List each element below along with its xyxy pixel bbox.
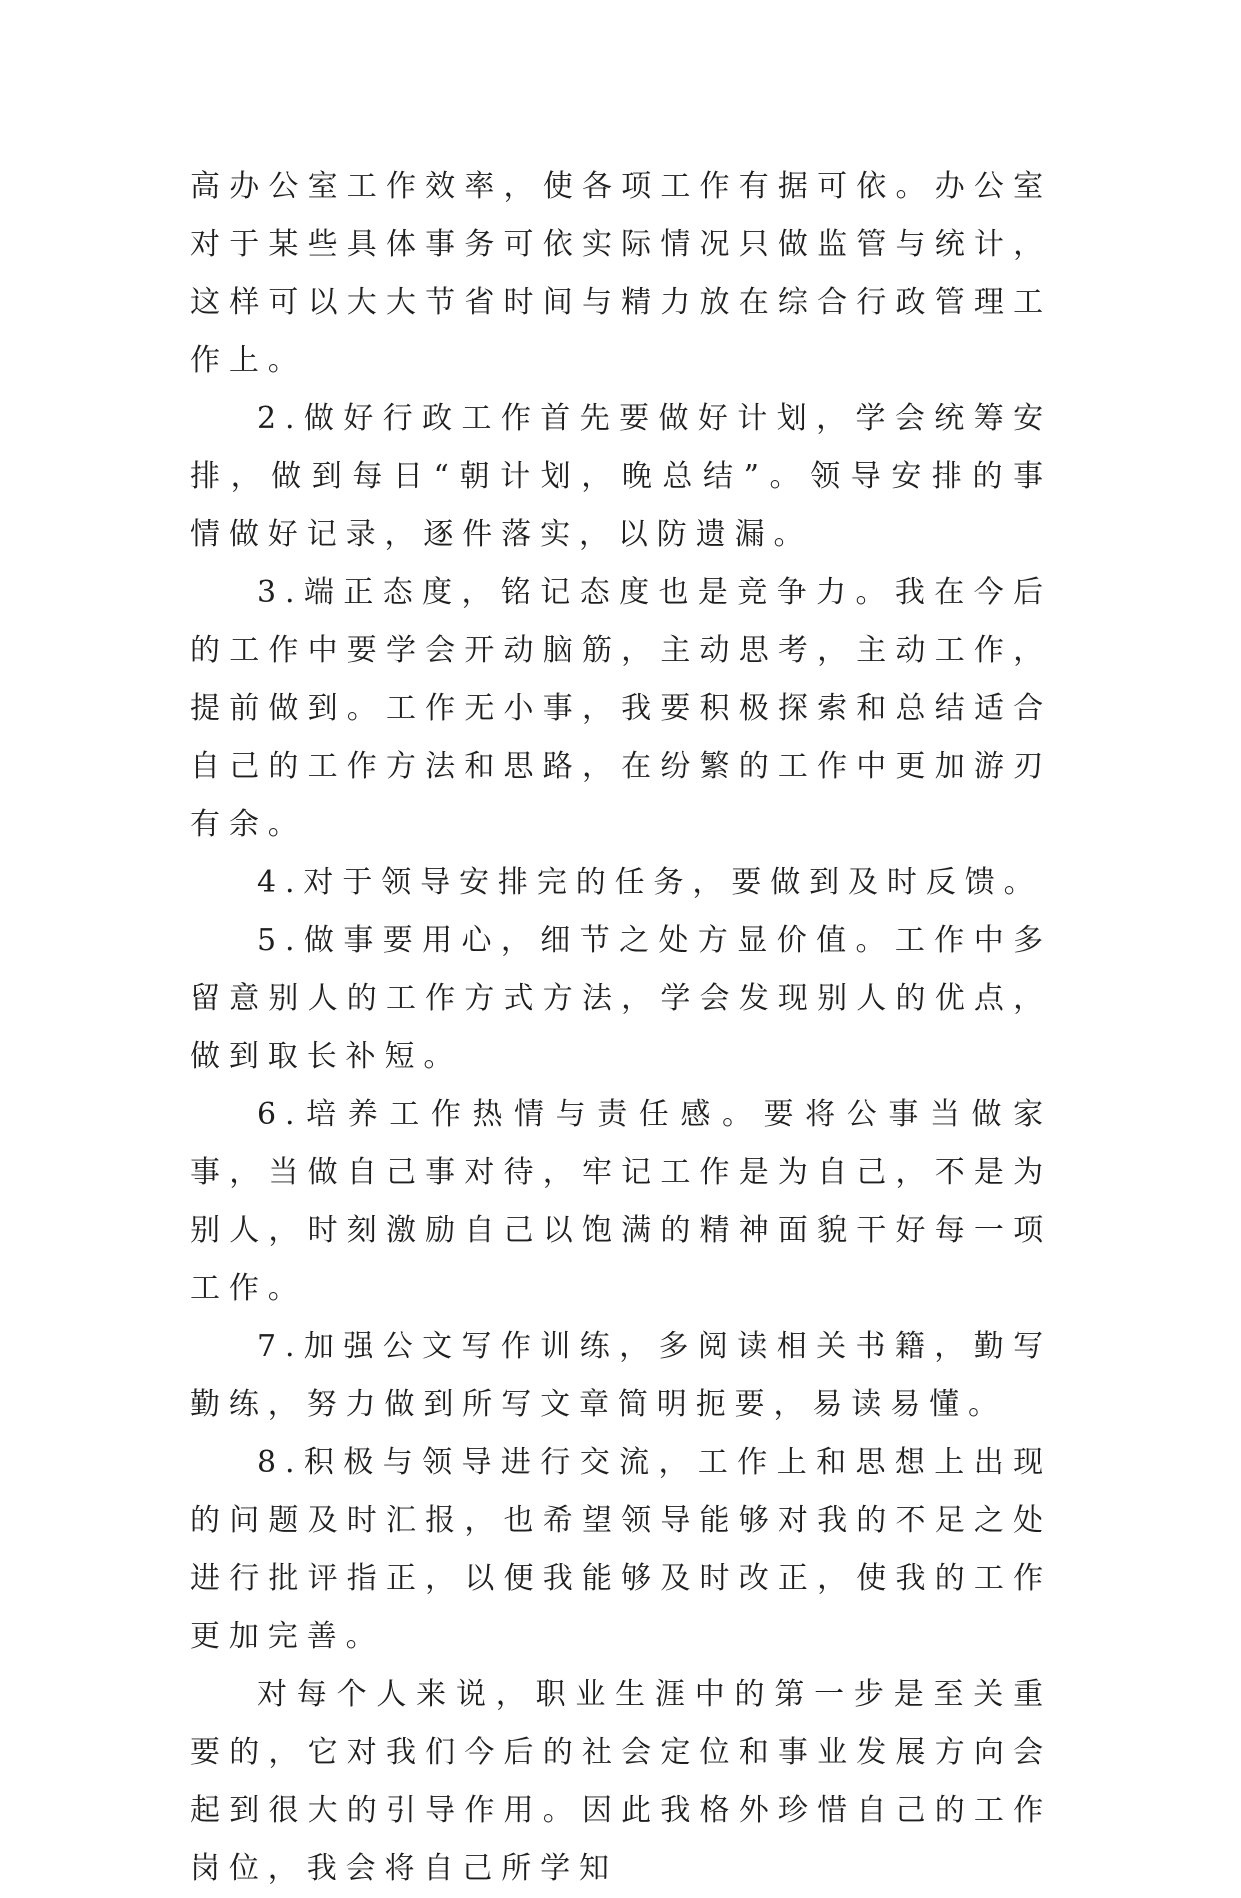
paragraph-item-8: 8.积极与领导进行交流，工作上和思想上出现的问题及时汇报，也希望领导能够对我的不足之处进行批评指正，以便我能够及时改正，使我的工作更加完善。 <box>190 1445 1052 1654</box>
paragraph-item-6: 6.培养工作热情与责任感。要将公事当做家事，当做自己事对待，牢记工作是为自己，不是为别人，时刻激励自己以饱满的精神面貌干好每一项工作。 <box>190 1097 1052 1306</box>
paragraph-item-7: 7.加强公文写作训练，多阅读相关书籍，勤写勤练，努力做到所写文章简明扼要，易读易懂。 <box>190 1329 1052 1422</box>
paragraph-continuation: 高办公室工作效率，使各项工作有据可依。办公室对于某些具体事务可依实际情况只做监管与统计，这样可以大大节省时间与精力放在综合行政管理工作上。 <box>190 169 1052 378</box>
paragraph-item-3: 3.端正态度，铭记态度也是竞争力。我在今后的工作中要学会开动脑筋，主动思考，主动工作，提前做到。工作无小事，我要积极探索和总结适合自己的工作方法和思路，在纷繁的工作中更加游刃有余。 <box>190 575 1052 842</box>
paragraph-closing: 对每个人来说，职业生涯中的第一步是至关重要的，它对我们今后的社会定位和事业发展方向会起到很大的引导作用。因此我格外珍惜自己的工作岗位，我会将自己所学知 <box>190 1677 1052 1886</box>
paragraph-item-2: 2.做好行政工作首先要做好计划，学会统筹安排，做到每日“朝计划，晚总结”。领导安排的事情做好记录，逐件落实，以防遗漏。 <box>190 401 1052 552</box>
paragraph-item-4: 4.对于领导安排完的任务，要做到及时反馈。 <box>257 865 1043 900</box>
paragraph-item-5: 5.做事要用心，细节之处方显价值。工作中多留意别人的工作方式方法，学会发现别人的优点，做到取长补短。 <box>190 923 1052 1074</box>
document-body <box>190 158 1052 1898</box>
